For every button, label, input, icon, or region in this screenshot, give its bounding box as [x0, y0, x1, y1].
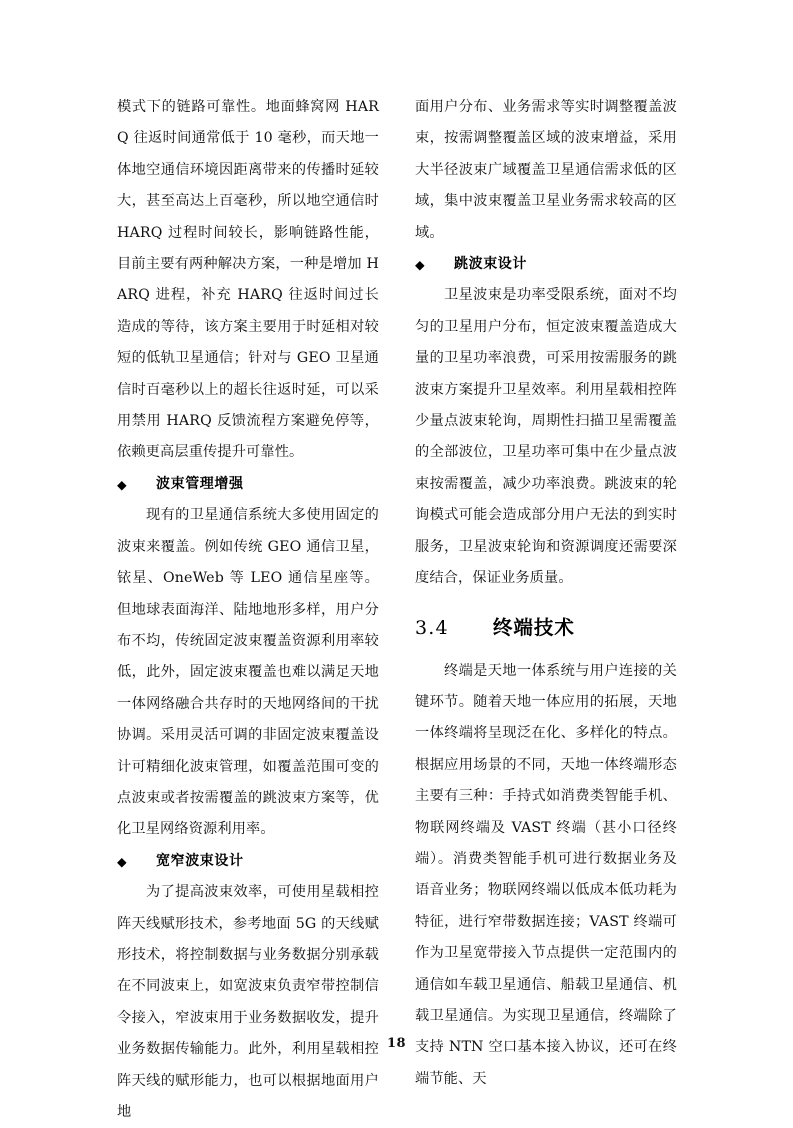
diamond-bullet-icon: ◆	[415, 257, 426, 273]
paragraph-coverage-continued: 面用户分布、业务需求等实时调整覆盖波束，按需调整覆盖区域的波束增益，采用大半径波束广域覆盖卫星通信需求低的区域，集中波束覆盖卫星业务需求较高的区域。	[415, 99, 677, 241]
bullet-heading-beam-management	[117, 469, 379, 500]
right-column	[415, 92, 677, 1095]
section-heading-3-4	[415, 595, 677, 656]
bullet-heading-label: 宽窄波束设计	[156, 852, 244, 869]
diamond-bullet-icon: ◆	[117, 853, 128, 869]
paragraph-hopping-beam-body: 卫星波束是功率受限系统，面对不均匀的卫星用户分布，恒定波束覆盖造成大量的卫星功率浪费，可采用按需服务的跳波束方案提升卫星效率。利用星载相控阵少量点波束轮询，周期性扫描卫星需覆盖的全部波位，卫星功率可集中在少量点波束按需覆盖，减少功率浪费。跳波束的轮询模式可能会造成部分用户无法的到实时服务，卫星波束轮询和资源调度还需要深度结合，保证业务质量。	[415, 287, 677, 587]
diamond-bullet-icon: ◆	[117, 476, 128, 492]
page-number: 18	[386, 1036, 407, 1051]
bullet-heading-label: 波束管理增强	[156, 475, 244, 492]
paragraph-terminal-technology-body: 终端是天地一体系统与用户连接的关键环节。随着天地一体应用的拓展，天地一体终端将呈现泛在化、多样化的特点。根据应用场景的不同，天地一体终端形态主要有三种：手持式如消费类智能手机、物联网终端及 VAST 终端（甚小口径终端）。消费类智能手机可进行数据业务及语音业务；物联网终端以低成本低功耗为特征，进行窄带数据连接；VAST 终端可作为卫星宽带接入节点提供一定范围内的通信如车载卫星通信、船载卫星通信、机载卫星通信。为实现卫星通信，终端除了支持 NTN 空口基本接入协议，还可在终端节能、天	[415, 662, 677, 1087]
paragraph-beam-management-body: 现有的卫星通信系统大多使用固定的波束来覆盖。例如传统 GEO 通信卫星，铱星、OneWeb 等 LEO 通信星座等。但地球表面海洋、陆地地形多样，用户分布不均，传统固定波束覆盖资源利用率较低，此外，固定波束覆盖也难以满足天地一体网络融合共存时的天地网络间的干扰协调。采用灵活可调的非固定波束覆盖设计可精细化波束管理，如覆盖范围可变的点波束或者按需覆盖的跳波束方案等，优化卫星网络资源利用率。	[117, 507, 379, 838]
section-number: 3.4	[415, 616, 449, 639]
left-column	[117, 92, 379, 1128]
bullet-heading-wide-narrow-beam	[117, 846, 379, 877]
paragraph-wide-narrow-beam-body: 为了提高波束效率，可使用星载相控阵天线赋形技术，参考地面 5G 的天线赋形技术，将控制数据与业务数据分别承载在不同波束上，如宽波束负责窄带控制信令接入，窄波束用于业务数据收发，提升业务数据传输能力。此外，利用星载相控阵天线的赋形能力，也可以根据地面用户地	[117, 884, 379, 1120]
paragraph-harq-continued: 模式下的链路可靠性。地面蜂窝网 HARQ 往返时间通常低于 10 毫秒，而天地一体地空通信环境因距离带来的传播时延较大，甚至高达上百毫秒，所以地空通信时 HARQ 过程时间较长，影响链路性能，目前主要有两种解决方案，一种是增加 HARQ 进程，补充 HARQ 往返时间过长造成的等待，该方案主要用于时延相对较短的低轨卫星通信；针对与 GEO 卫星通信时百毫秒以上的超长往返时延，可以采用禁用 HARQ 反馈流程方案避免停等，依赖更高层重传提升可靠性。	[117, 99, 379, 461]
section-title: 终端技术	[492, 615, 575, 639]
bullet-heading-label: 跳波束设计	[454, 256, 527, 273]
bullet-heading-hopping-beam	[415, 249, 677, 280]
